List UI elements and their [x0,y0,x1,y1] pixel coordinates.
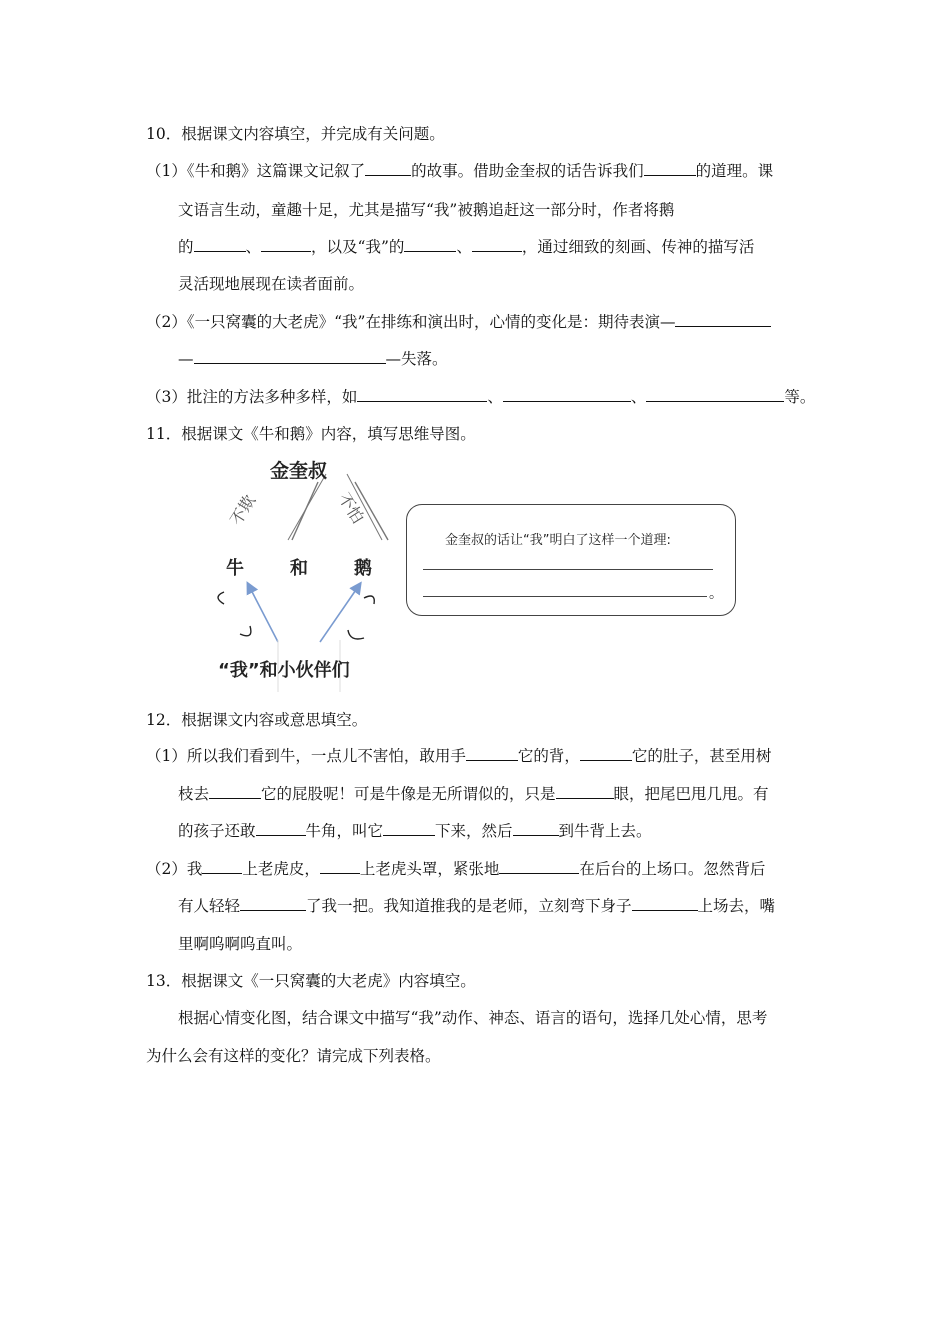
blank[interactable] [256,821,306,836]
q10-1-line3: 的 、 ，以及“我”的 、 ，通过细致的刻画、传神的描写活 [178,238,755,256]
blank[interactable] [202,859,242,874]
blank[interactable] [404,237,456,252]
q12-1-line1: （1）所以我们看到牛，一点儿不害怕，敢用手 它的背， 它的肚子，甚至用树 [146,747,772,765]
box-end-period: 。 [709,586,723,602]
bracket-left-top [218,592,224,604]
blank[interactable] [580,746,632,761]
q10-1-line4: 灵活现地展现在读者面前。 [178,275,365,293]
node-jinkuishu: 金奎叔 [270,460,328,482]
q10-3-line1: （3）批注的方法多种多样，如 、 、 等。 [146,388,816,406]
blank[interactable] [365,161,411,176]
q12-1-line2: 枝去 它的屁股呢！可是牛像是无所谓似的，只是 眼，把尾巴甩几甩。有 [178,785,769,803]
q12-2-line3: 里啊呜啊呜直叫。 [178,935,303,953]
blank[interactable] [675,312,771,327]
node-niu: 牛 [226,558,244,579]
q13-title: 13．根据课文《一只窝囊的大老虎》内容填空。 [146,972,476,990]
q10-2-line1: （2）《一只窝囊的大老虎》“我”在排练和演出时，心情的变化是：期待表演— [146,312,771,332]
q10-2-line2: — —失落。 [178,350,448,368]
blank[interactable] [556,784,614,799]
blank[interactable] [472,237,522,252]
bracket-right-top [364,596,374,604]
q10-1-line2: 文语言生动，童趣十足，尤其是描写“我”被鹅追赶这一部分时，作者将鹅 [178,201,675,219]
q12-2-line2: 有人轻轻 了我一把。我知道推我的是老师，立刻弯下身子 上场去，嘴 [178,897,776,915]
q12-1-line3: 的孩子还敢 牛角，叫它 下来，然后 到牛背上去。 [178,822,652,840]
blank[interactable] [644,161,696,176]
node-he: 和 [290,558,308,579]
q10-title: 10．根据课文内容填空，并完成有关问题。 [146,125,445,143]
blank[interactable] [194,349,386,364]
blank[interactable] [499,859,579,874]
blank[interactable] [383,821,435,836]
label-bupa: 不怕 [334,489,368,527]
q13-line2: 为什么会有这样的变化？请完成下列表格。 [146,1047,441,1065]
blank[interactable] [632,896,698,911]
mind-map [210,452,750,692]
q10-1-line1: （1）《牛和鹅》这篇课文记叙了 的故事。借助金奎叔的话告诉我们 的道理。课 [146,162,774,180]
left-connector-line2 [288,474,326,540]
blank[interactable] [261,237,311,252]
blank[interactable] [646,387,784,402]
blank[interactable] [513,821,559,836]
blank[interactable] [357,387,487,402]
label-buqi: 不欺 [226,491,260,529]
blank[interactable] [320,859,360,874]
lesson-box-title: 金奎叔的话让“我”明白了这样一个道理: [445,533,671,548]
q12-title: 12．根据课文内容或意思填空。 [146,711,368,729]
answer-line-1[interactable] [423,569,713,570]
blank[interactable] [194,237,246,252]
arrow-to-ox [248,584,278,642]
bracket-left-bottom [240,626,251,636]
blank[interactable] [503,387,631,402]
node-wo-he-xiaohuoban: “我”和小伙伴们 [218,660,350,681]
blank[interactable] [466,746,518,761]
q13-line1: 根据心情变化图，结合课文中描写“我”动作、神态、语言的语句，选择几处心情，思考 [178,1009,768,1027]
blank[interactable] [209,784,261,799]
arrow-to-goose [320,584,360,642]
bracket-right-bottom [348,630,364,639]
answer-line-2[interactable] [423,596,707,597]
lesson-box [406,504,736,616]
blank[interactable] [240,896,306,911]
q11-title: 11．根据课文《牛和鹅》内容，填写思维导图。 [146,425,476,443]
node-e: 鹅 [354,558,372,579]
q12-2-line1: （2）我 上老虎皮， 上老虎头罩，紧张地 在后台的上场口。忽然背后 [146,860,766,878]
